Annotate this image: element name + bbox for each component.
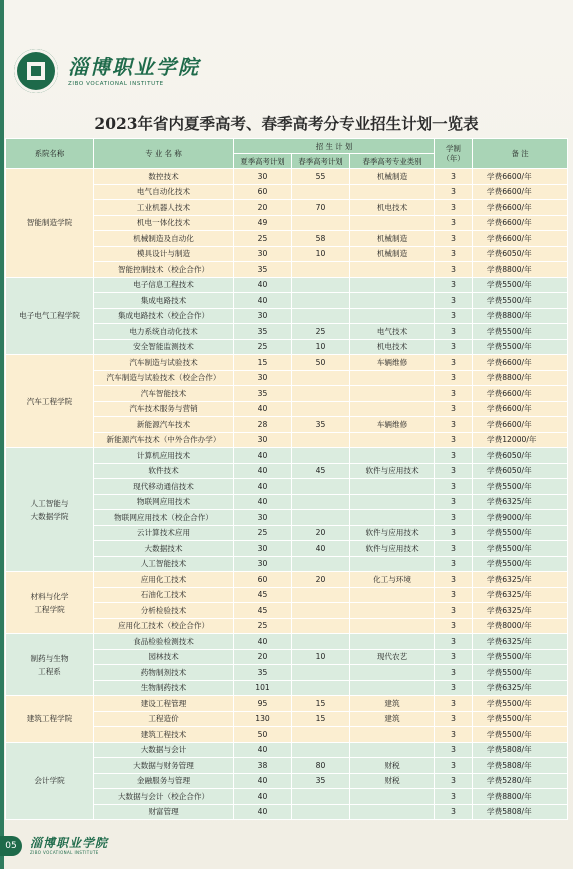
spring-plan-cell: 20 <box>292 525 350 541</box>
tuition-note-cell: 学费5500/年 <box>473 711 568 727</box>
summer-plan-cell: 40 <box>234 293 292 309</box>
duration-cell: 3 <box>435 742 473 758</box>
table-row <box>6 355 568 371</box>
tuition-note-cell: 学费8000/年 <box>473 618 568 634</box>
brand-name-en: ZIBO VOCATIONAL INSTITUTE <box>68 80 164 87</box>
major-cell: 建筑工程技术 <box>94 727 234 743</box>
spring-plan-cell: 20 <box>292 572 350 588</box>
duration-cell: 3 <box>435 680 473 696</box>
tuition-note-cell: 学费8800/年 <box>473 308 568 324</box>
header-summer: 夏季高考计划 <box>234 154 292 169</box>
spring-category-cell <box>350 665 435 681</box>
major-cell: 计算机应用技术 <box>94 448 234 464</box>
summer-plan-cell: 49 <box>234 215 292 231</box>
major-cell: 分析检验技术 <box>94 603 234 619</box>
tuition-note-cell: 学费5500/年 <box>473 665 568 681</box>
tuition-note-cell: 学费6325/年 <box>473 587 568 603</box>
spring-category-cell: 建筑 <box>350 711 435 727</box>
summer-plan-cell: 130 <box>234 711 292 727</box>
footer-brand-en: ZIBO VOCATIONAL INSTITUTE <box>30 850 99 855</box>
spring-category-cell: 机械制造 <box>350 169 435 185</box>
spring-category-cell: 电气技术 <box>350 324 435 340</box>
major-cell: 建设工程管理 <box>94 696 234 712</box>
summer-plan-cell: 50 <box>234 727 292 743</box>
spring-category-cell <box>350 556 435 572</box>
summer-plan-cell: 45 <box>234 587 292 603</box>
duration-cell: 3 <box>435 246 473 262</box>
major-cell: 大数据与会计 <box>94 742 234 758</box>
major-cell: 模具设计与制造 <box>94 246 234 262</box>
major-cell: 现代移动通信技术 <box>94 479 234 495</box>
duration-cell: 3 <box>435 200 473 216</box>
tuition-note-cell: 学费6600/年 <box>473 401 568 417</box>
major-cell: 工业机器人技术 <box>94 200 234 216</box>
spring-plan-cell: 35 <box>292 773 350 789</box>
spring-category-cell <box>350 370 435 386</box>
spring-plan-cell <box>292 494 350 510</box>
major-cell: 机械制造及自动化 <box>94 231 234 247</box>
spring-plan-cell: 15 <box>292 696 350 712</box>
tuition-note-cell: 学费5500/年 <box>473 479 568 495</box>
duration-cell: 3 <box>435 696 473 712</box>
duration-cell: 3 <box>435 215 473 231</box>
major-cell: 财富管理 <box>94 804 234 820</box>
spring-category-cell <box>350 262 435 278</box>
duration-cell: 3 <box>435 727 473 743</box>
major-cell: 汽车制造与试验技术 <box>94 355 234 371</box>
spring-category-cell <box>350 277 435 293</box>
school-logo-icon <box>14 49 58 93</box>
summer-plan-cell: 25 <box>234 525 292 541</box>
spring-plan-cell <box>292 386 350 402</box>
duration-cell: 3 <box>435 789 473 805</box>
spring-plan-cell: 50 <box>292 355 350 371</box>
summer-plan-cell: 30 <box>234 541 292 557</box>
major-cell: 园林技术 <box>94 649 234 665</box>
major-cell: 药物制剂技术 <box>94 665 234 681</box>
spring-category-cell <box>350 510 435 526</box>
brand <box>68 56 200 87</box>
spring-plan-cell <box>292 401 350 417</box>
page-title: 2023年省内夏季高考、春季高考分专业招生计划一览表 <box>94 114 479 133</box>
spring-category-cell: 车辆维修 <box>350 355 435 371</box>
header-dept: 系院名称 <box>6 139 94 169</box>
summer-plan-cell: 38 <box>234 758 292 774</box>
tuition-note-cell: 学费5500/年 <box>473 324 568 340</box>
duration-cell: 3 <box>435 308 473 324</box>
tuition-note-cell: 学费6050/年 <box>473 246 568 262</box>
department-name-cell: 汽车工程学院 <box>6 355 94 448</box>
summer-plan-cell: 30 <box>234 169 292 185</box>
spring-plan-cell <box>292 804 350 820</box>
major-cell: 电力系统自动化技术 <box>94 324 234 340</box>
tuition-note-cell: 学费6600/年 <box>473 200 568 216</box>
tuition-note-cell: 学费5808/年 <box>473 804 568 820</box>
major-cell: 安全智能监测技术 <box>94 339 234 355</box>
duration-cell: 3 <box>435 169 473 185</box>
duration-cell: 3 <box>435 417 473 433</box>
spring-plan-cell: 45 <box>292 463 350 479</box>
duration-cell: 3 <box>435 758 473 774</box>
department-name-cell: 智能制造学院 <box>6 169 94 278</box>
tuition-note-cell: 学费5500/年 <box>473 649 568 665</box>
header-major: 专 业 名 称 <box>94 139 234 169</box>
duration-cell: 3 <box>435 510 473 526</box>
spring-plan-cell <box>292 665 350 681</box>
department-name-cell: 电子电气工程学院 <box>6 277 94 355</box>
tuition-note-cell: 学费6600/年 <box>473 169 568 185</box>
spring-category-cell: 化工与环境 <box>350 572 435 588</box>
tuition-note-cell: 学费5500/年 <box>473 293 568 309</box>
summer-plan-cell: 30 <box>234 370 292 386</box>
summer-plan-cell: 40 <box>234 494 292 510</box>
spring-category-cell <box>350 293 435 309</box>
duration-cell: 3 <box>435 804 473 820</box>
duration-cell: 3 <box>435 494 473 510</box>
spring-plan-cell <box>292 370 350 386</box>
spring-category-cell: 机械制造 <box>350 246 435 262</box>
spring-category-cell <box>350 618 435 634</box>
spring-category-cell <box>350 603 435 619</box>
table-row <box>6 277 568 293</box>
duration-cell: 3 <box>435 463 473 479</box>
major-cell: 机电一体化技术 <box>94 215 234 231</box>
spring-category-cell: 机械制造 <box>350 231 435 247</box>
table-row <box>6 634 568 650</box>
duration-cell: 3 <box>435 339 473 355</box>
table-row <box>6 742 568 758</box>
duration-cell: 3 <box>435 525 473 541</box>
major-cell: 新能源汽车技术 <box>94 417 234 433</box>
spring-plan-cell <box>292 556 350 572</box>
summer-plan-cell: 30 <box>234 432 292 448</box>
summer-plan-cell: 20 <box>234 200 292 216</box>
duration-cell: 3 <box>435 479 473 495</box>
summer-plan-cell: 101 <box>234 680 292 696</box>
summer-plan-cell: 60 <box>234 572 292 588</box>
summer-plan-cell: 25 <box>234 231 292 247</box>
duration-cell: 3 <box>435 556 473 572</box>
tuition-note-cell: 学费6600/年 <box>473 386 568 402</box>
header-plan: 招 生 计 划 <box>234 139 435 154</box>
duration-cell: 3 <box>435 448 473 464</box>
summer-plan-cell: 60 <box>234 184 292 200</box>
tuition-note-cell: 学费6050/年 <box>473 463 568 479</box>
tuition-note-cell: 学费6325/年 <box>473 572 568 588</box>
summer-plan-cell: 28 <box>234 417 292 433</box>
major-cell: 应用化工技术（校企合作） <box>94 618 234 634</box>
tuition-note-cell: 学费5500/年 <box>473 696 568 712</box>
tuition-note-cell: 学费5500/年 <box>473 541 568 557</box>
tuition-note-cell: 学费5500/年 <box>473 727 568 743</box>
spring-category-cell <box>350 789 435 805</box>
summer-plan-cell: 40 <box>234 804 292 820</box>
duration-cell: 3 <box>435 572 473 588</box>
duration-cell: 3 <box>435 370 473 386</box>
duration-cell: 3 <box>435 401 473 417</box>
duration-cell: 3 <box>435 541 473 557</box>
summer-plan-cell: 40 <box>234 742 292 758</box>
duration-cell: 3 <box>435 231 473 247</box>
department-name-cell: 建筑工程学院 <box>6 696 94 743</box>
duration-cell: 3 <box>435 649 473 665</box>
spring-plan-cell <box>292 680 350 696</box>
duration-cell: 3 <box>435 262 473 278</box>
spring-category-cell: 财税 <box>350 758 435 774</box>
tuition-note-cell: 学费8800/年 <box>473 789 568 805</box>
brand-name-cn: 淄博职业学院 <box>68 54 200 79</box>
major-cell: 大数据与财务管理 <box>94 758 234 774</box>
spring-category-cell: 机电技术 <box>350 200 435 216</box>
table-row <box>6 448 568 464</box>
spring-plan-cell <box>292 479 350 495</box>
duration-cell: 3 <box>435 386 473 402</box>
spring-plan-cell: 80 <box>292 758 350 774</box>
header-duration: 学制 （年） <box>435 139 473 169</box>
spring-category-cell: 车辆维修 <box>350 417 435 433</box>
spring-plan-cell: 10 <box>292 649 350 665</box>
spring-category-cell: 软件与应用技术 <box>350 463 435 479</box>
spring-category-cell <box>350 804 435 820</box>
department-name-cell: 材料与化学 工程学院 <box>6 572 94 634</box>
major-cell: 集成电路技术 <box>94 293 234 309</box>
spring-category-cell <box>350 742 435 758</box>
spring-category-cell <box>350 727 435 743</box>
summer-plan-cell: 30 <box>234 556 292 572</box>
spring-category-cell <box>350 479 435 495</box>
summer-plan-cell: 35 <box>234 324 292 340</box>
spring-category-cell <box>350 634 435 650</box>
duration-cell: 3 <box>435 665 473 681</box>
spring-category-cell <box>350 432 435 448</box>
spring-plan-cell: 10 <box>292 339 350 355</box>
duration-cell: 3 <box>435 773 473 789</box>
header-spring: 春季高考计划 <box>292 154 350 169</box>
duration-cell: 3 <box>435 184 473 200</box>
spring-plan-cell <box>292 432 350 448</box>
spring-plan-cell: 10 <box>292 246 350 262</box>
summer-plan-cell: 40 <box>234 789 292 805</box>
summer-plan-cell: 20 <box>234 649 292 665</box>
tuition-note-cell: 学费6050/年 <box>473 448 568 464</box>
header-spring-category: 春季高考专业类别 <box>350 154 435 169</box>
duration-cell: 3 <box>435 587 473 603</box>
summer-plan-cell: 40 <box>234 463 292 479</box>
summer-plan-cell: 25 <box>234 618 292 634</box>
spring-category-cell: 机电技术 <box>350 339 435 355</box>
major-cell: 人工智能技术 <box>94 556 234 572</box>
page-number: 05 <box>0 836 22 856</box>
tuition-note-cell: 学费9000/年 <box>473 510 568 526</box>
spring-plan-cell: 70 <box>292 200 350 216</box>
major-cell: 数控技术 <box>94 169 234 185</box>
tuition-note-cell: 学费8800/年 <box>473 262 568 278</box>
spring-plan-cell <box>292 634 350 650</box>
spring-plan-cell: 40 <box>292 541 350 557</box>
spring-category-cell <box>350 448 435 464</box>
tuition-note-cell: 学费6600/年 <box>473 215 568 231</box>
table-row <box>6 572 568 588</box>
spring-plan-cell <box>292 184 350 200</box>
duration-cell: 3 <box>435 355 473 371</box>
major-cell: 电子信息工程技术 <box>94 277 234 293</box>
tuition-note-cell: 学费6325/年 <box>473 603 568 619</box>
spring-plan-cell <box>292 215 350 231</box>
major-cell: 金融服务与管理 <box>94 773 234 789</box>
duration-cell: 3 <box>435 603 473 619</box>
spring-plan-cell <box>292 742 350 758</box>
duration-cell: 3 <box>435 324 473 340</box>
major-cell: 汽车技术服务与营销 <box>94 401 234 417</box>
major-cell: 软件技术 <box>94 463 234 479</box>
spring-category-cell: 建筑 <box>350 696 435 712</box>
enrollment-table <box>5 138 567 820</box>
department-name-cell: 制药与生物 工程系 <box>6 634 94 696</box>
major-cell: 大数据与会计（校企合作） <box>94 789 234 805</box>
tuition-note-cell: 学费5808/年 <box>473 758 568 774</box>
table-row <box>6 696 568 712</box>
major-cell: 智能控制技术（校企合作） <box>94 262 234 278</box>
major-cell: 应用化工技术 <box>94 572 234 588</box>
spring-plan-cell <box>292 277 350 293</box>
major-cell: 汽车制造与试验技术（校企合作） <box>94 370 234 386</box>
summer-plan-cell: 40 <box>234 634 292 650</box>
major-cell: 物联网应用技术（校企合作） <box>94 510 234 526</box>
duration-cell: 3 <box>435 432 473 448</box>
tuition-note-cell: 学费8800/年 <box>473 370 568 386</box>
major-cell: 生物制药技术 <box>94 680 234 696</box>
spring-category-cell <box>350 680 435 696</box>
major-cell: 食品检验检测技术 <box>94 634 234 650</box>
tuition-note-cell: 学费5500/年 <box>473 339 568 355</box>
major-cell: 汽车智能技术 <box>94 386 234 402</box>
summer-plan-cell: 25 <box>234 339 292 355</box>
tuition-note-cell: 学费6600/年 <box>473 231 568 247</box>
spring-plan-cell: 58 <box>292 231 350 247</box>
spring-category-cell <box>350 494 435 510</box>
footer <box>0 832 108 860</box>
summer-plan-cell: 35 <box>234 386 292 402</box>
spring-plan-cell: 15 <box>292 711 350 727</box>
header <box>14 46 200 96</box>
tuition-note-cell: 学费5500/年 <box>473 556 568 572</box>
spring-plan-cell: 35 <box>292 417 350 433</box>
spring-plan-cell <box>292 789 350 805</box>
summer-plan-cell: 40 <box>234 401 292 417</box>
spring-plan-cell: 55 <box>292 169 350 185</box>
tuition-note-cell: 学费5500/年 <box>473 525 568 541</box>
spring-plan-cell <box>292 293 350 309</box>
footer-brand-cn: 淄博职业学院 <box>30 836 109 850</box>
spring-plan-cell <box>292 448 350 464</box>
summer-plan-cell: 15 <box>234 355 292 371</box>
spring-category-cell: 财税 <box>350 773 435 789</box>
spring-category-cell: 软件与应用技术 <box>350 525 435 541</box>
major-cell: 大数据技术 <box>94 541 234 557</box>
spring-plan-cell <box>292 618 350 634</box>
tuition-note-cell: 学费6325/年 <box>473 680 568 696</box>
spring-plan-cell <box>292 587 350 603</box>
summer-plan-cell: 40 <box>234 479 292 495</box>
spring-plan-cell <box>292 603 350 619</box>
spring-category-cell <box>350 587 435 603</box>
summer-plan-cell: 40 <box>234 277 292 293</box>
summer-plan-cell: 45 <box>234 603 292 619</box>
summer-plan-cell: 40 <box>234 773 292 789</box>
table-row <box>6 169 568 185</box>
summer-plan-cell: 35 <box>234 665 292 681</box>
spring-plan-cell <box>292 262 350 278</box>
spring-category-cell <box>350 308 435 324</box>
duration-cell: 3 <box>435 634 473 650</box>
summer-plan-cell: 30 <box>234 308 292 324</box>
tuition-note-cell: 学费6325/年 <box>473 634 568 650</box>
tuition-note-cell: 学费6600/年 <box>473 184 568 200</box>
tuition-note-cell: 学费6600/年 <box>473 355 568 371</box>
major-cell: 集成电路技术（校企合作） <box>94 308 234 324</box>
major-cell: 云计算技术应用 <box>94 525 234 541</box>
department-name-cell: 会计学院 <box>6 742 94 820</box>
duration-cell: 3 <box>435 618 473 634</box>
major-cell: 石油化工技术 <box>94 587 234 603</box>
major-cell: 新能源汽车技术（中外合作办学） <box>94 432 234 448</box>
summer-plan-cell: 95 <box>234 696 292 712</box>
spring-category-cell <box>350 401 435 417</box>
duration-cell: 3 <box>435 277 473 293</box>
spring-category-cell <box>350 386 435 402</box>
spring-category-cell <box>350 215 435 231</box>
major-cell: 电气自动化技术 <box>94 184 234 200</box>
summer-plan-cell: 35 <box>234 262 292 278</box>
summer-plan-cell: 30 <box>234 246 292 262</box>
tuition-note-cell: 学费5280/年 <box>473 773 568 789</box>
duration-cell: 3 <box>435 711 473 727</box>
tuition-note-cell: 学费6600/年 <box>473 417 568 433</box>
spring-category-cell <box>350 184 435 200</box>
tuition-note-cell: 学费6325/年 <box>473 494 568 510</box>
duration-cell: 3 <box>435 293 473 309</box>
spring-category-cell: 软件与应用技术 <box>350 541 435 557</box>
spring-plan-cell <box>292 510 350 526</box>
spring-plan-cell <box>292 727 350 743</box>
footer-brand <box>30 837 108 855</box>
header-note: 备 注 <box>473 139 568 169</box>
spring-plan-cell: 25 <box>292 324 350 340</box>
spring-plan-cell <box>292 308 350 324</box>
tuition-note-cell: 学费5500/年 <box>473 277 568 293</box>
major-cell: 物联网应用技术 <box>94 494 234 510</box>
department-name-cell: 人工智能与 大数据学院 <box>6 448 94 572</box>
tuition-note-cell: 学费5808/年 <box>473 742 568 758</box>
summer-plan-cell: 40 <box>234 448 292 464</box>
major-cell: 工程造价 <box>94 711 234 727</box>
tuition-note-cell: 学费12000/年 <box>473 432 568 448</box>
table-body <box>6 169 568 820</box>
summer-plan-cell: 30 <box>234 510 292 526</box>
spring-category-cell: 现代农艺 <box>350 649 435 665</box>
